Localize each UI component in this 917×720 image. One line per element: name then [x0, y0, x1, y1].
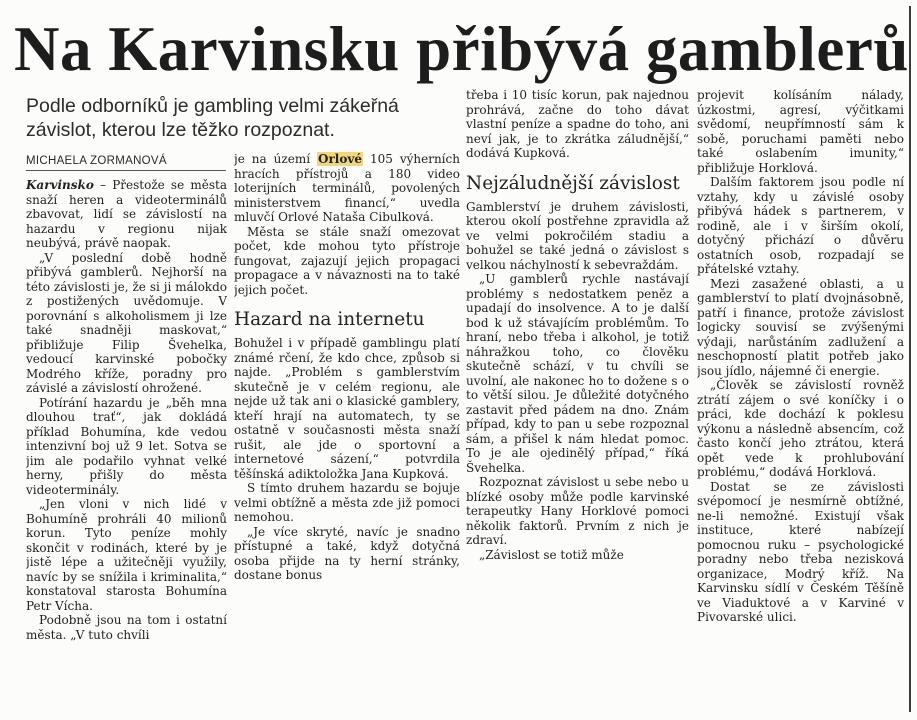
- paragraph: S tímto druhem hazardu se bojuje velmi obtížně a města zde již pomoci nemohou.: [234, 481, 460, 524]
- paragraph: „Jen vloni v nich lidé v Bohumíně prohráli 40 milionů korun. Tyto peníze mohly skončit v rodinách, které by je jistě lépe a užitečněji využily, navíc by se snížila i kriminalita,“ konstatoval starosta Bohumína Petr Vícha.: [26, 497, 227, 613]
- paragraph: Podobně jsou na tom i ostatní města. „V tuto chvíli: [26, 613, 227, 642]
- author-byline: MICHAELA ZORMANOVÁ: [26, 155, 226, 171]
- paragraph: třeba i 10 tisíc korun, pak najednou prohrává, začne do toho dávat vlastní peníze a spadne do toho, ani neví jak, je to zkrátka záludnější,“ dodává Kupková.: [466, 88, 689, 160]
- paragraph: Dalším faktorem jsou podle ní vztahy, kdy u závislé osoby přibývá hádek s partnerem, v rodině, ale i v širším okolí, dotyčný přichází o důvěru ostatních osob, rozpadají se přátelské vztahy.: [697, 175, 904, 276]
- paragraph: „Je více skryté, navíc je snadno přístupné a také, když dotyčná osoba přijde na ty herní stránky, dostane bonus: [234, 524, 460, 582]
- dateline: Karvinsko: [26, 178, 94, 192]
- article-column-1: [26, 178, 227, 708]
- paragraph: Rozpoznat závislost u sebe nebo u blízké osoby může podle karvinské terapeutky Hany Horklové pomoci několik faktorů. Prvním z nich je zdraví.: [466, 475, 689, 547]
- paragraph: Mezi zasažené oblasti, a u gamblerství to platí dvojnásobně, patří i finance, protože závislost logicky souvisí se zvýšenými výdaji, narůstáním zadlužení a neschopností platit potřeb jako jsou jídlo, nájemné či energie.: [697, 276, 904, 378]
- paragraph: „V poslední době hodně přibývá gamblerů. Nejhorší na této závislosti je, že si ji málokdo z postižených uvědomuje. V porovnání s alkoholismem ji lze také snadněji maskovat,“ přibližuje Filip Švehelka, vedoucí karvinské pobočky Modrého kříže, poradny pro závislé a závislostí ohrožené.: [26, 250, 227, 395]
- paragraph: [26, 178, 227, 251]
- paragraph: projevit kolísáním nálady, úzkostmi, agresí, výčitkami svědomí, neupřímností sám k sobě, poruchami paměti nebo také oslabením imunity,“ přibližuje Horklová.: [697, 88, 904, 175]
- article-column-3: [466, 88, 689, 708]
- paragraph: „Člověk se závislostí rovněž ztrátí zájem o své koníčky i o práci, kde dochází k poklesu výkonu a následně absencím, což často končí jeho ztrátou, která opět vede k prohlubování problému,“ dodává Horklová.: [697, 378, 904, 479]
- headline: Na Karvinsku přibývá gamblerů: [14, 14, 909, 84]
- highlighted-word: Orlové: [318, 152, 362, 166]
- paragraph-text: – Přestože se města snaží heren a videoterminálů zbavovat, lidí se závislostí na hazardu v regionu nijak neubývá, právě naopak.: [26, 178, 227, 250]
- paragraph-text: 105 výherních hracích přístrojů a 180 video loterijních terminálů, povolených ministerstvem financí,“ uvedla mluvčí Orlové Nataša Cibulková.: [234, 152, 460, 224]
- deck: Podle odborníků je gambling velmi zákeřná závislot, kterou lze těžko rozpoznat.: [26, 95, 399, 141]
- paragraph: Dostat se ze závislosti svépomocí je nesmírně obtížné, ne-li nemožné. Existují však instituce, které nabízejí pomocnou ruku – psychologické poradny nebo třeba nezisková organizace, Modrý kříž. Na Karvinsku sídlí v Českém Těšíně ve Viaduktové a v Karviné v Pivovarské ulici.: [697, 479, 904, 624]
- paragraph: Potírání hazardu je „běh mna dlouhou trať“, jak dokládá příklad Bohumína, kde vedou intenzivní boj už 9 let. Sotva se jim ale podařilo vyhnat velké herny, přišly do města videoterminály.: [26, 395, 227, 497]
- paragraph: [234, 152, 460, 225]
- clipping-edge-rule: [909, 6, 911, 712]
- paragraph-text: je na území: [234, 152, 318, 166]
- subheading: Hazard na internetu: [234, 309, 425, 330]
- paragraph: Gamblerství je druhem závislosti, kterou okolí postřehne zpravidla až ve velmi pokročilém stadiu a bohužel se také jedná o závislost s velkou náchylností k sebevraždám.: [466, 199, 689, 272]
- paragraph: „U gamblerů rychle nastávají problémy s nedostatkem peněz a upadají do insolvence. A to je další bod k už stávajícím problémům. To hraní, nebo třeba i alkohol, je totiž náhražkou toho, co člověku skutečně schází, v tu chvíli se uvolní, ale nakonec ho to dožene s o to větší silou. Je důležité dotyčného zastavit před pádem na dno. Znám případ, kdy to pan u sebe rozpoznal sám, a přišel k nám hledat pomoc. To je ale ojedinělý případ,“ říká Švehelka.: [466, 272, 689, 475]
- article-column-4: [697, 88, 904, 708]
- article-column-2: [234, 152, 460, 708]
- paragraph: Města se stále snaží omezovat počet, kde mohou tyto přístroje fungovat, zajazují jejich propagaci propagace a v návaznosti na to také jejich počet.: [234, 224, 460, 297]
- paragraph: „Závislost se totiž může: [479, 547, 624, 562]
- paragraph: Bohužel i v případě gamblingu platí známé rčení, že kdo chce, způsob si najde. „Problém s gamblerstvím skutečně je v celém regionu, ale nejde už tak ani o klasické gamblery, kteří hrají na automatech, ty se ostatně v současnosti města snaží rušit, ale jde o sportovní a internetové sázení,“ potvrdila těšínská adiktoložka Jana Kupková.: [234, 336, 460, 481]
- subheading: Nejzáludnější závislost: [466, 172, 680, 194]
